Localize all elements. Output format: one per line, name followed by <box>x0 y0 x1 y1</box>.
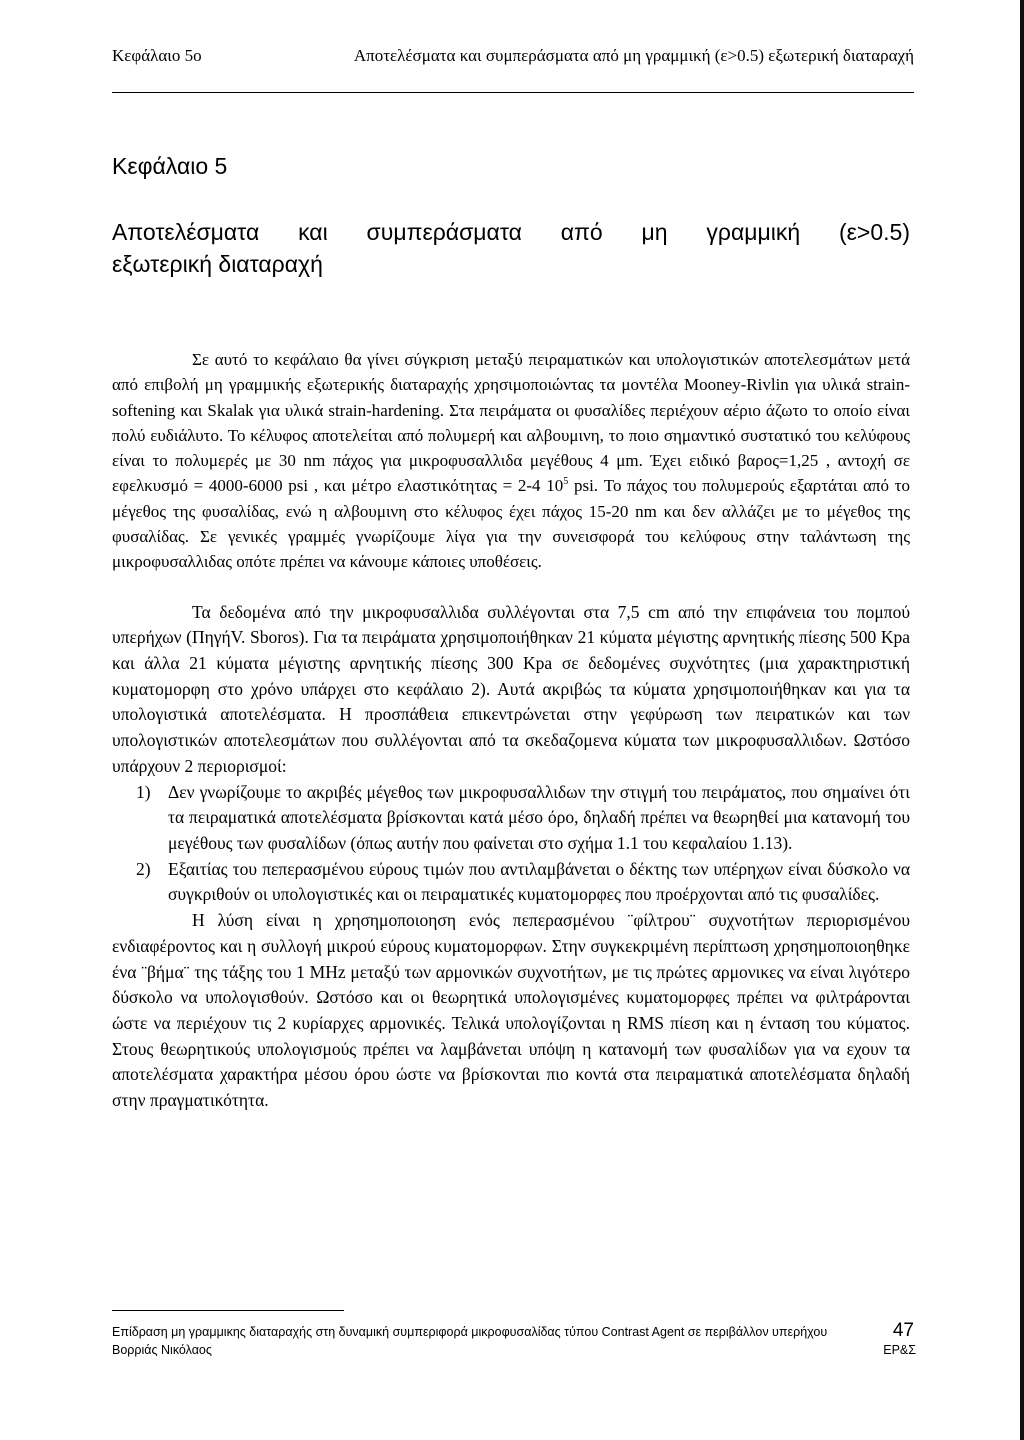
limitations-list-wrap <box>112 780 910 909</box>
header-rule <box>112 92 914 93</box>
list-item <box>112 780 910 857</box>
page-number: 47 <box>892 1320 914 1341</box>
list-item-text: Δεν γνωρίζουμε το ακριβές μέγεθος των μικροφυσαλλιδων την στιγμή του πειράματος, που σημαίνει ότι τα πειραματικά αποτελέσματα βρίσκονται κατά μέσο όρο, δηλαδή πρέπει να θεωρηθεί μια κατανομή του μεγέθους των φυσαλίδων (όπως αυτήν που φαίνεται στο σχήμα 1.1 του κεφαλαίου 1.13). <box>168 781 910 853</box>
running-header <box>112 46 914 66</box>
page-footer <box>112 1323 916 1359</box>
header-section-title: Αποτελέσματα και συμπεράσματα από μη γραμμική (ε>0.5) εξωτερική διαταραχή <box>353 46 914 65</box>
paragraph-solution: Η λύση είναι η χρησημοποιοηση ενός πεπερασμένου ¨φίλτρου¨ συχνοτήτων περιορισμένου ενδιαφέροντος και η συλλογή μικρού εύρους κυματομορφων. Στην συγκεκριμένη περίπτωση χρησημοποιοηθηκε ένα ¨βήμα¨ της τάξης του 1 MHz μεταξύ των αρμονικών συχνοτήτων, με τις πρώτες αρμονικες να είναι λιγότερο δύσκολο να υπολογισθούν. Ωστόσο και οι θεωρητικά υπολογισμένες κυματομορφες πρέπει να φιλτράρονται ώστε να περιέχουν τις 2 κυρίαρχες αρμονικές. Τελικά υπολογίζονται η RMS πίεση και η ένταση του κύματος. Στους θεωρητικούς υπολογισμούς πρέπει να λαμβάνεται υπόψη η κατανομή των φυσαλίδων για να εχουν τα αποτελέσματα χαρακτήρα μέσου όρου ώστε να βρίσκονται πιο κοντά στα πειραματικά αποτελέσματα δηλαδή στην πραγματικότητα. <box>112 910 910 1111</box>
header-chapter: Κεφάλαιο 5ο <box>112 46 202 65</box>
scan-edge <box>1020 0 1024 1440</box>
list-item <box>112 857 910 908</box>
list-item-number: 1) <box>136 781 151 802</box>
list-item-text: Εξαιτίας του πεπερασμένου εύρους τιμών που αντιλαμβάνεται ο δέκτης των υπέρηχων είναι δύσκολο να συγκριθούν οι υπολογιστικές και οι πειραματικές κυματομορφες που προέρχονται από τις φυσαλίδες. <box>168 858 910 905</box>
limitations-list <box>112 780 910 909</box>
footer-author: Βορριάς Νικόλαος <box>112 1343 212 1357</box>
exponent: 5 <box>563 476 569 488</box>
list-item-number: 2) <box>136 858 151 879</box>
chapter-title <box>112 216 910 280</box>
chapter-title-line-2: εξωτερική διαταραχή <box>112 251 323 277</box>
paragraph-intro <box>112 347 910 575</box>
footer-rule <box>112 1310 344 1311</box>
paragraph-data: Τα δεδομένα από την μικροφυσαλλιδα συλλέγονται στα 7,5 cm από την επιφάνεια του πομπού υπερήχων (ΠηγήV. Sboros). Για τα πειράματα χρησιμοποιήθηκαν 21 κύματα μέγιστης αρνητικής πίεσης 500 Kpa και άλλα 21 κύματα μέγιστης αρνητικής πίεσης 300 Kpa σε δεδομένες συχνότητες (μια χαρακτηριστική κυματομορφη στο χρόνο υπάρχει στο κεφάλαιο 2). Αυτά ακριβώς τα κύματα χρησιμοποιήθηκαν και για τα υπολογιστικά αποτελέσματα. Η προσπάθεια επικεντρώνεται στην γεφύρωση των πειρατικών και των υπολογιστικών αποτελεσμάτων που συλλέγονται από τα σκεδαζομενα κύματα των μικροφυσαλλιδων. Ωστόσο υπάρχουν 2 περιορισμοί: <box>112 601 910 776</box>
paragraph-intro-text-cont: psi. Το πάχος του πολυμερούς εξαρτάται από το μέγεθος της φυσαλίδας, ενώ η αλβουμινη στο κέλυφος έχει πάχος 15-20 nm και δεν αλλάζει με το μέγεθος της φυσαλίδας. Σε γενικές γραμμές γνωρίζουμε λίγα για την συνεισφορά του κελύφους στην ταλάντωση της μικροφυσαλλιδας οπότε πρέπει να κάνουμε κάποιες υποθέσεις. <box>112 476 910 572</box>
footer-row-title <box>112 1323 916 1341</box>
footer-thesis-title: Επίδραση μη γραμμικης διαταραχής στη δυναμική συμπεριφορά μικροφυσαλίδας τύπου Contrast Agent σε περιβάλλον υπερήχου <box>112 1325 828 1339</box>
chapter-title-line-1: Αποτελέσματα και συμπεράσματα από μη γραμμική (ε>0.5) <box>112 219 910 245</box>
footer-row-author <box>112 1341 916 1359</box>
paragraph-intro-text: Σε αυτό το κεφάλαιο θα γίνει σύγκριση μεταξύ πειραματικών και υπολογιστικών αποτελεσμάτων μετά από επιβολή μη γραμμικής εξωτερικής διαταραχής χρησιμοποιώντας τα μοντέλα Mooney-Rivlin για υλικά strain- softening και Skalak για υλικά strain-hardening. Στα πειράματα οι φυσαλίδες περιέχουν αέριο άζωτο το οποίο είναι πολύ ευδιάλυτο. Το κέλυφος αποτελείται από πολυμερή και αλβουμινη, το ποιο σημαντικό συστατικό του κελύφους είναι το πολυμερές με 30 nm πάχος για μικροφυσαλλιδα μεγέθους 4 μm. Έχει ειδικό βαρος=1,25 , αντοχή σε εφελκυσμό = 4000-6000 psi , και μέτρο ελαστικότητας = 2-4 10 <box>112 350 910 496</box>
body-text <box>112 347 910 1114</box>
chapter-label: Κεφάλαιο 5 <box>112 153 228 179</box>
footer-department: ΕΡ&Σ <box>883 1343 916 1357</box>
